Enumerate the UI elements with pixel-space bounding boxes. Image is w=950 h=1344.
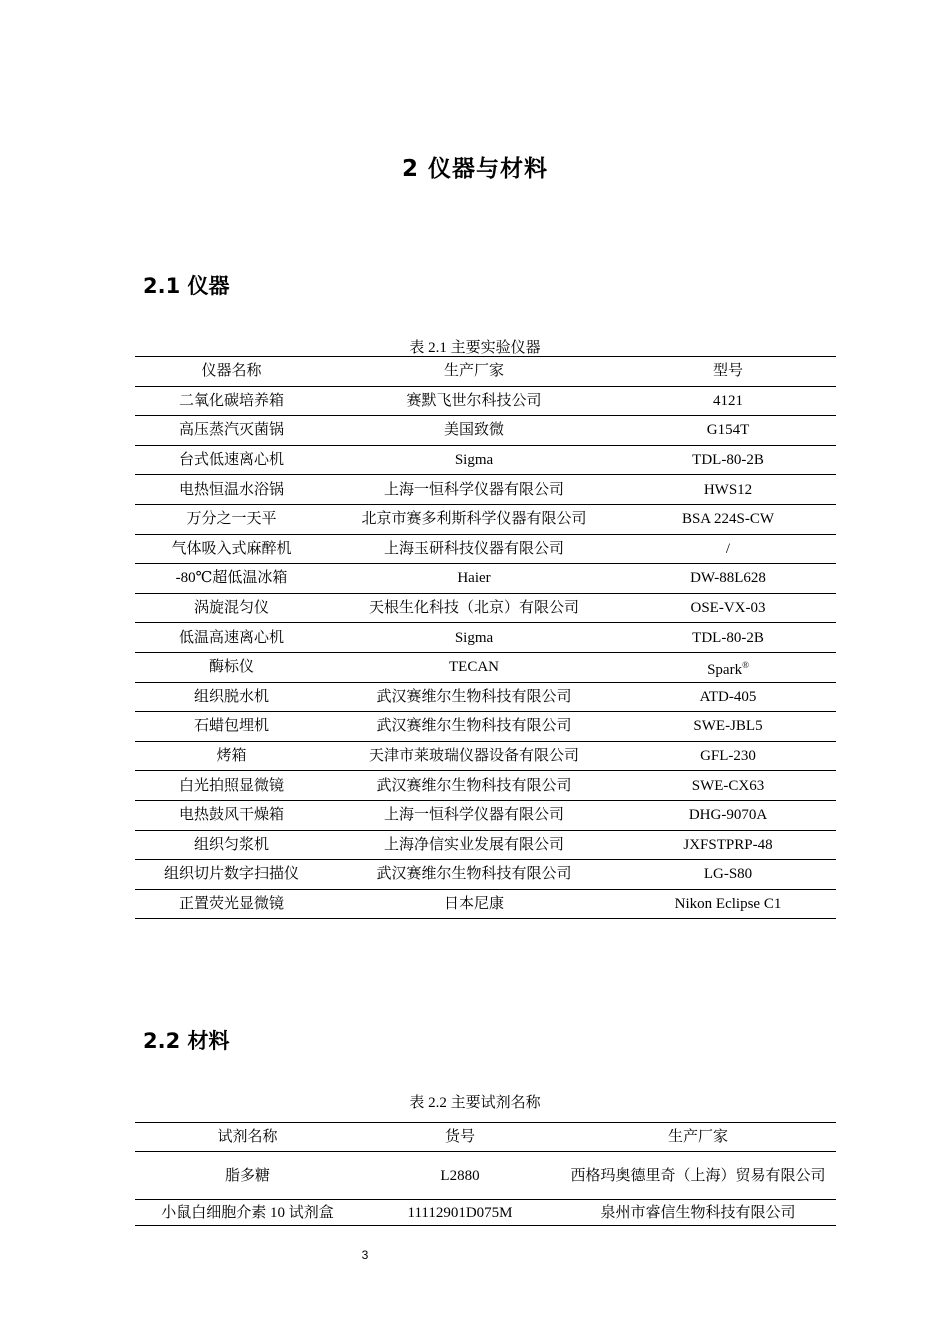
cell-text: TDL-80-2B: [692, 629, 764, 646]
cell-text: OSE-VX-03: [690, 600, 766, 617]
table-cell: [620, 416, 836, 446]
table-row: [135, 1200, 836, 1226]
cell-text: L2880: [440, 1167, 480, 1184]
table-cell: [135, 623, 328, 653]
cell-text: 组织切片数字扫描仪: [163, 866, 299, 883]
table-cell: [135, 564, 328, 594]
instruments-table: [135, 356, 836, 919]
table-cell: [360, 1152, 560, 1200]
table-row: [135, 771, 836, 801]
cell-text: 上海玉研科技仪器有限公司: [383, 540, 564, 557]
cell-text: 上海一恒科学仪器有限公司: [383, 481, 564, 498]
cell-text: 小鼠白细胞介素 10 试剂盒: [161, 1204, 334, 1221]
cell-text: 武汉赛维尔生物科技有限公司: [376, 688, 572, 705]
table-cell: [328, 860, 620, 890]
cell-text: 酶标仪: [208, 659, 254, 676]
table-cell: [620, 652, 836, 682]
cell-text: 电热鼓风干燥箱: [178, 807, 284, 824]
table-cell: [560, 1152, 836, 1200]
table-cell: [620, 445, 836, 475]
cell-text: Spark: [707, 661, 743, 678]
table-cell: [135, 1152, 360, 1200]
cell-text: /: [725, 540, 731, 557]
cell-text: 石蜡包埋机: [193, 718, 269, 735]
cell-text: 组织匀浆机: [193, 836, 269, 853]
cell-text: TDL-80-2B: [692, 452, 764, 469]
cell-text: 武汉赛维尔生物科技有限公司: [376, 866, 572, 883]
cell-text: 武汉赛维尔生物科技有限公司: [376, 718, 572, 735]
cell-text: 西格玛奥德里奇（上海）贸易有限公司: [570, 1167, 826, 1184]
cell-text: ATD-405: [699, 688, 757, 705]
table-cell: [135, 593, 328, 623]
cell-text: 台式低速离心机: [178, 452, 284, 469]
table-cell: [135, 771, 328, 801]
cell-text: BSA 224S-CW: [681, 511, 775, 528]
cell-text: 天津市莱玻瑞仪器设备有限公司: [368, 748, 579, 765]
column-header: 生产厂家: [328, 357, 620, 387]
table-cell: [135, 475, 328, 505]
table-cell: [135, 1200, 360, 1226]
cell-text: 北京市赛多利斯科学仪器有限公司: [361, 511, 587, 528]
cell-text: DW-88L628: [690, 570, 766, 587]
table-cell: [328, 504, 620, 534]
column-header: 试剂名称: [135, 1123, 360, 1152]
table-cell: [328, 445, 620, 475]
cell-text: Nikon Eclipse C1: [674, 895, 782, 912]
table-row: [135, 534, 836, 564]
table-cell: [328, 712, 620, 742]
table-cell: [328, 564, 620, 594]
table-cell: [328, 741, 620, 771]
cell-text: 气体吸入式麻醉机: [171, 540, 292, 557]
table-cell: [328, 475, 620, 505]
table-header-row: [135, 1123, 836, 1152]
cell-text: 美国致微: [443, 422, 504, 439]
table-cell: [620, 830, 836, 860]
table-cell: [620, 386, 836, 416]
table-row: [135, 741, 836, 771]
column-header: 型号: [620, 357, 836, 387]
table-row: [135, 800, 836, 830]
cell-text: SWE-CX63: [691, 777, 765, 794]
table-cell: [135, 652, 328, 682]
table-cell: [620, 860, 836, 890]
cell-text: 日本尼康: [443, 895, 504, 912]
table-row: [135, 475, 836, 505]
cell-text: HWS12: [703, 481, 753, 498]
table-row: [135, 386, 836, 416]
cell-text: Haier: [457, 570, 491, 587]
table-cell: [620, 741, 836, 771]
table-row: [135, 564, 836, 594]
cell-text: 正置荧光显微镜: [178, 895, 284, 912]
table-cell: [135, 386, 328, 416]
table-cell: [135, 860, 328, 890]
table-caption-instruments: 表 2.1 主要实验仪器: [409, 340, 541, 356]
cell-text: 万分之一天平: [186, 511, 277, 528]
cell-text: 白光拍照显微镜: [178, 777, 284, 794]
cell-text: 二氧化碳培养箱: [178, 392, 284, 409]
table-cell: [328, 593, 620, 623]
table-cell: [620, 712, 836, 742]
table-cell: [135, 889, 328, 919]
cell-text: 武汉赛维尔生物科技有限公司: [376, 777, 572, 794]
registered-mark: ®: [742, 659, 749, 670]
cell-text: G154T: [706, 422, 750, 439]
table-cell: [328, 889, 620, 919]
table-cell: [328, 830, 620, 860]
cell-text: 4121: [713, 392, 743, 409]
table-cell: [328, 771, 620, 801]
table-cell: [360, 1200, 560, 1226]
cell-text: 高压蒸汽灭菌锅: [178, 422, 284, 439]
cell-text: 泉州市睿信生物科技有限公司: [600, 1204, 796, 1221]
table-cell: [135, 534, 328, 564]
column-header: 货号: [360, 1123, 560, 1152]
page-number: 3: [361, 1248, 369, 1262]
cell-text: 11112901D075M: [407, 1204, 513, 1221]
table-cell: [620, 623, 836, 653]
column-header: 仪器名称: [135, 357, 328, 387]
table-row: [135, 445, 836, 475]
table-cell: [328, 416, 620, 446]
cell-text: GFL-230: [700, 748, 756, 765]
table-row: [135, 712, 836, 742]
cell-text: 烤箱: [216, 748, 247, 765]
cell-text: SWE-JBL5: [693, 718, 763, 735]
table-cell: [620, 504, 836, 534]
section-title-materials: 2.2 材料: [143, 1029, 230, 1053]
cell-text: Sigma: [454, 452, 494, 469]
table-row: [135, 416, 836, 446]
table-cell: [620, 682, 836, 712]
table-cell: [135, 712, 328, 742]
table-cell: [620, 593, 836, 623]
cell-text: -80℃超低温冰箱: [175, 570, 288, 587]
cell-text: 天根生化科技（北京）有限公司: [368, 600, 579, 617]
table-cell: [328, 800, 620, 830]
table-row: [135, 652, 836, 682]
cell-text: DHG-9070A: [688, 807, 768, 824]
cell-text: JXFSTPRP-48: [683, 836, 773, 853]
table-cell: [620, 475, 836, 505]
cell-text: 上海一恒科学仪器有限公司: [383, 807, 564, 824]
cell-text: 涡旋混匀仪: [193, 600, 269, 617]
table-header-row: [135, 357, 836, 387]
cell-text: LG-S80: [703, 866, 753, 883]
table-cell: [328, 623, 620, 653]
table-cell: [135, 830, 328, 860]
table-cell: [620, 534, 836, 564]
cell-text: 低温高速离心机: [178, 629, 284, 646]
table-cell: [135, 741, 328, 771]
table-cell: [135, 445, 328, 475]
materials-table: [135, 1122, 836, 1226]
cell-text: 脂多糖: [224, 1167, 270, 1184]
table-cell: [328, 652, 620, 682]
cell-text: 上海净信实业发展有限公司: [383, 836, 564, 853]
table-row: [135, 593, 836, 623]
table-cell: [135, 416, 328, 446]
table-cell: [560, 1200, 836, 1226]
chapter-title: 2 仪器与材料: [401, 156, 548, 182]
table-caption-materials: 表 2.2 主要试剂名称: [409, 1095, 541, 1111]
table-row: [135, 830, 836, 860]
table-cell: [620, 800, 836, 830]
table-cell: [328, 386, 620, 416]
cell-text: Sigma: [454, 629, 494, 646]
table-row: [135, 682, 836, 712]
table-row: [135, 623, 836, 653]
table-cell: [328, 682, 620, 712]
cell-text: 电热恒温水浴锅: [178, 481, 284, 498]
table-row: [135, 1152, 836, 1200]
table-cell: [135, 800, 328, 830]
table-cell: [620, 771, 836, 801]
table-cell: [135, 504, 328, 534]
section-title-instruments: 2.1 仪器: [143, 274, 230, 298]
column-header: 生产厂家: [560, 1123, 836, 1152]
table-row: [135, 860, 836, 890]
cell-text: 赛默飞世尔科技公司: [406, 392, 542, 409]
cell-text: TECAN: [449, 659, 499, 676]
table-cell: [135, 682, 328, 712]
table-cell: [620, 889, 836, 919]
table-cell: [328, 534, 620, 564]
table-cell: [620, 564, 836, 594]
cell-text: 组织脱水机: [193, 688, 269, 705]
table-row: [135, 889, 836, 919]
table-row: [135, 504, 836, 534]
